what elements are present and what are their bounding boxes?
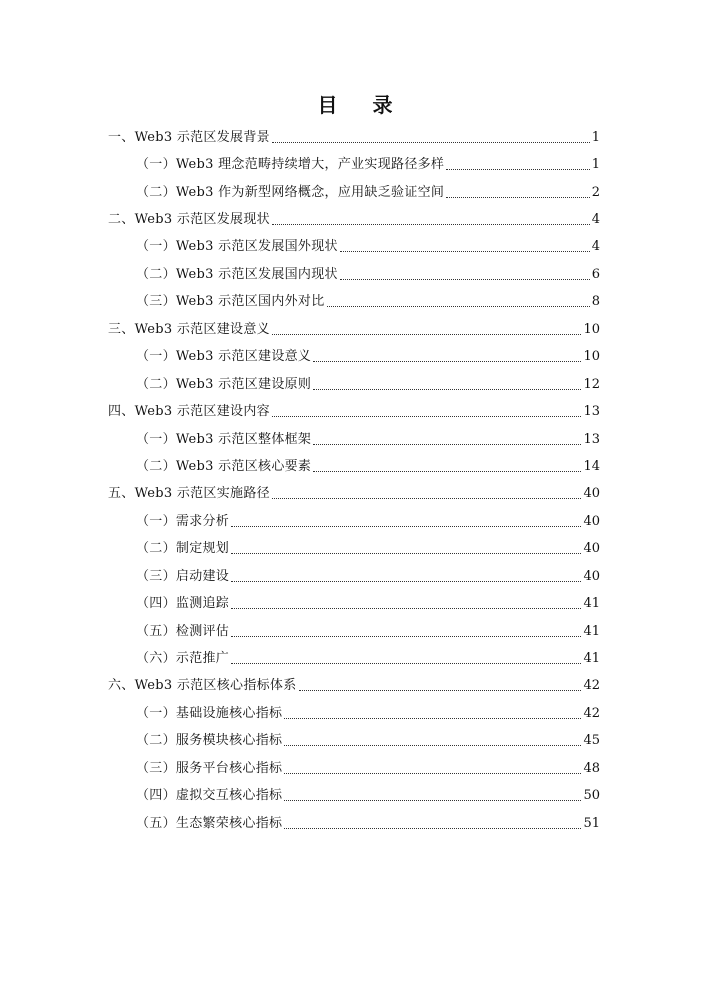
toc-entry-text: 三、Web3 示范区建设意义	[108, 321, 270, 337]
toc-page-number: 1	[591, 129, 600, 145]
toc-entry-text: （六）示范推广	[136, 651, 230, 667]
toc-page-number: 50	[583, 788, 600, 804]
toc-dot-leader	[272, 322, 582, 338]
toc-list	[0, 124, 710, 837]
toc-dot-leader	[446, 157, 589, 173]
toc-entry-text: （五）生态繁荣核心指标	[136, 815, 283, 831]
toc-page-number: 40	[583, 541, 600, 557]
toc-dot-leader	[313, 377, 581, 393]
toc-dot-leader	[313, 349, 581, 365]
toc-entry[interactable]	[0, 481, 710, 508]
toc-page-number: 12	[583, 376, 600, 392]
toc-entry[interactable]	[0, 728, 710, 755]
toc-entry[interactable]	[0, 234, 710, 261]
toc-entry-text: （三）启动建设	[136, 568, 230, 584]
toc-page-number: 41	[583, 623, 600, 639]
toc-entry-text: （三）Web3 示范区国内外对比	[136, 294, 325, 310]
toc-page-number: 42	[583, 705, 600, 721]
toc-entry[interactable]	[0, 508, 710, 535]
toc-entry-text: （四）虚拟交互核心指标	[136, 788, 283, 804]
toc-entry-text: 六、Web3 示范区核心指标体系	[108, 678, 297, 694]
toc-entry-text: 二、Web3 示范区发展现状	[108, 212, 270, 228]
toc-entry[interactable]	[0, 645, 710, 672]
toc-dot-leader	[272, 212, 590, 228]
toc-dot-leader	[313, 432, 581, 448]
toc-dot-leader	[284, 761, 581, 777]
toc-dot-leader	[284, 706, 581, 722]
toc-page-number: 10	[583, 321, 600, 337]
toc-dot-leader	[231, 624, 581, 640]
toc-dot-leader	[327, 294, 590, 310]
toc-entry[interactable]	[0, 344, 710, 371]
toc-dot-leader	[284, 733, 581, 749]
toc-page-number: 6	[591, 266, 600, 282]
toc-dot-leader	[272, 404, 582, 420]
toc-entry-text: （二）服务模块核心指标	[136, 733, 283, 749]
toc-entry-text: （二）Web3 作为新型网络概念，应用缺乏验证空间	[136, 184, 445, 200]
toc-title: 目 录	[317, 93, 407, 117]
toc-dot-leader	[231, 651, 581, 667]
toc-dot-leader	[272, 486, 582, 502]
toc-entry[interactable]	[0, 151, 710, 178]
toc-page-number: 1	[591, 157, 600, 173]
toc-entry-text: （二）Web3 示范区建设原则	[136, 376, 312, 392]
toc-page-number: 40	[583, 486, 600, 502]
toc-entry[interactable]	[0, 453, 710, 480]
toc-entry[interactable]	[0, 590, 710, 617]
toc-entry[interactable]	[0, 316, 710, 343]
toc-entry[interactable]	[0, 783, 710, 810]
toc-entry-text: （一）Web3 示范区建设意义	[136, 349, 312, 365]
toc-page-number: 40	[583, 568, 600, 584]
toc-dot-leader	[231, 541, 581, 557]
toc-dot-leader	[446, 185, 589, 201]
toc-entry-text: （一）需求分析	[136, 513, 230, 529]
toc-dot-leader	[340, 239, 590, 255]
toc-dot-leader	[284, 816, 581, 832]
toc-page-number: 14	[583, 458, 600, 474]
toc-page-number: 45	[583, 733, 600, 749]
toc-entry-text: （二）Web3 示范区核心要素	[136, 458, 312, 474]
toc-page-number: 42	[583, 678, 600, 694]
toc-entry[interactable]	[0, 124, 710, 151]
toc-entry-text: 四、Web3 示范区建设内容	[108, 404, 270, 420]
toc-dot-leader	[284, 788, 581, 804]
toc-entry-text: 一、Web3 示范区发展背景	[108, 129, 270, 145]
toc-entry-text: （四）监测追踪	[136, 596, 230, 612]
toc-page-number: 40	[583, 513, 600, 529]
toc-page-number: 13	[583, 404, 600, 420]
toc-entry-text: （三）服务平台核心指标	[136, 760, 283, 776]
toc-dot-leader	[231, 514, 581, 530]
toc-entry-text: 五、Web3 示范区实施路径	[108, 486, 270, 502]
toc-entry[interactable]	[0, 536, 710, 563]
toc-entry[interactable]	[0, 261, 710, 288]
toc-page-number: 41	[583, 651, 600, 667]
toc-entry-text: （一）Web3 示范区发展国外现状	[136, 239, 338, 255]
toc-entry[interactable]	[0, 673, 710, 700]
toc-entry[interactable]	[0, 426, 710, 453]
toc-entry[interactable]	[0, 618, 710, 645]
toc-entry[interactable]	[0, 206, 710, 233]
toc-page-number: 13	[583, 431, 600, 447]
toc-page-number: 10	[583, 349, 600, 365]
toc-dot-leader	[340, 267, 590, 283]
toc-entry-text: （二）Web3 示范区发展国内现状	[136, 266, 338, 282]
toc-page-number: 51	[583, 815, 600, 831]
toc-page-number: 8	[591, 294, 600, 310]
toc-page-number: 2	[591, 184, 600, 200]
toc-dot-leader	[272, 130, 590, 146]
toc-entry[interactable]	[0, 755, 710, 782]
toc-entry-text: （五）检测评估	[136, 623, 230, 639]
toc-page-number: 48	[583, 760, 600, 776]
toc-entry-text: （一）Web3 理念范畴持续增大，产业实现路径多样	[136, 157, 445, 173]
toc-entry-text: （一）基础设施核心指标	[136, 705, 283, 721]
toc-entry[interactable]	[0, 289, 710, 316]
toc-entry-text: （一）Web3 示范区整体框架	[136, 431, 312, 447]
toc-entry[interactable]	[0, 179, 710, 206]
toc-dot-leader	[313, 459, 581, 475]
toc-entry[interactable]	[0, 700, 710, 727]
toc-entry[interactable]	[0, 371, 710, 398]
toc-entry-text: （二）制定规划	[136, 541, 230, 557]
toc-page-number: 41	[583, 596, 600, 612]
toc-page-number: 4	[591, 239, 600, 255]
toc-dot-leader	[231, 569, 581, 585]
toc-entry[interactable]	[0, 398, 710, 425]
toc-entry[interactable]	[0, 563, 710, 590]
toc-dot-leader	[231, 596, 581, 612]
toc-dot-leader	[299, 678, 582, 694]
toc-page-number: 4	[591, 212, 600, 228]
toc-entry[interactable]	[0, 810, 710, 837]
